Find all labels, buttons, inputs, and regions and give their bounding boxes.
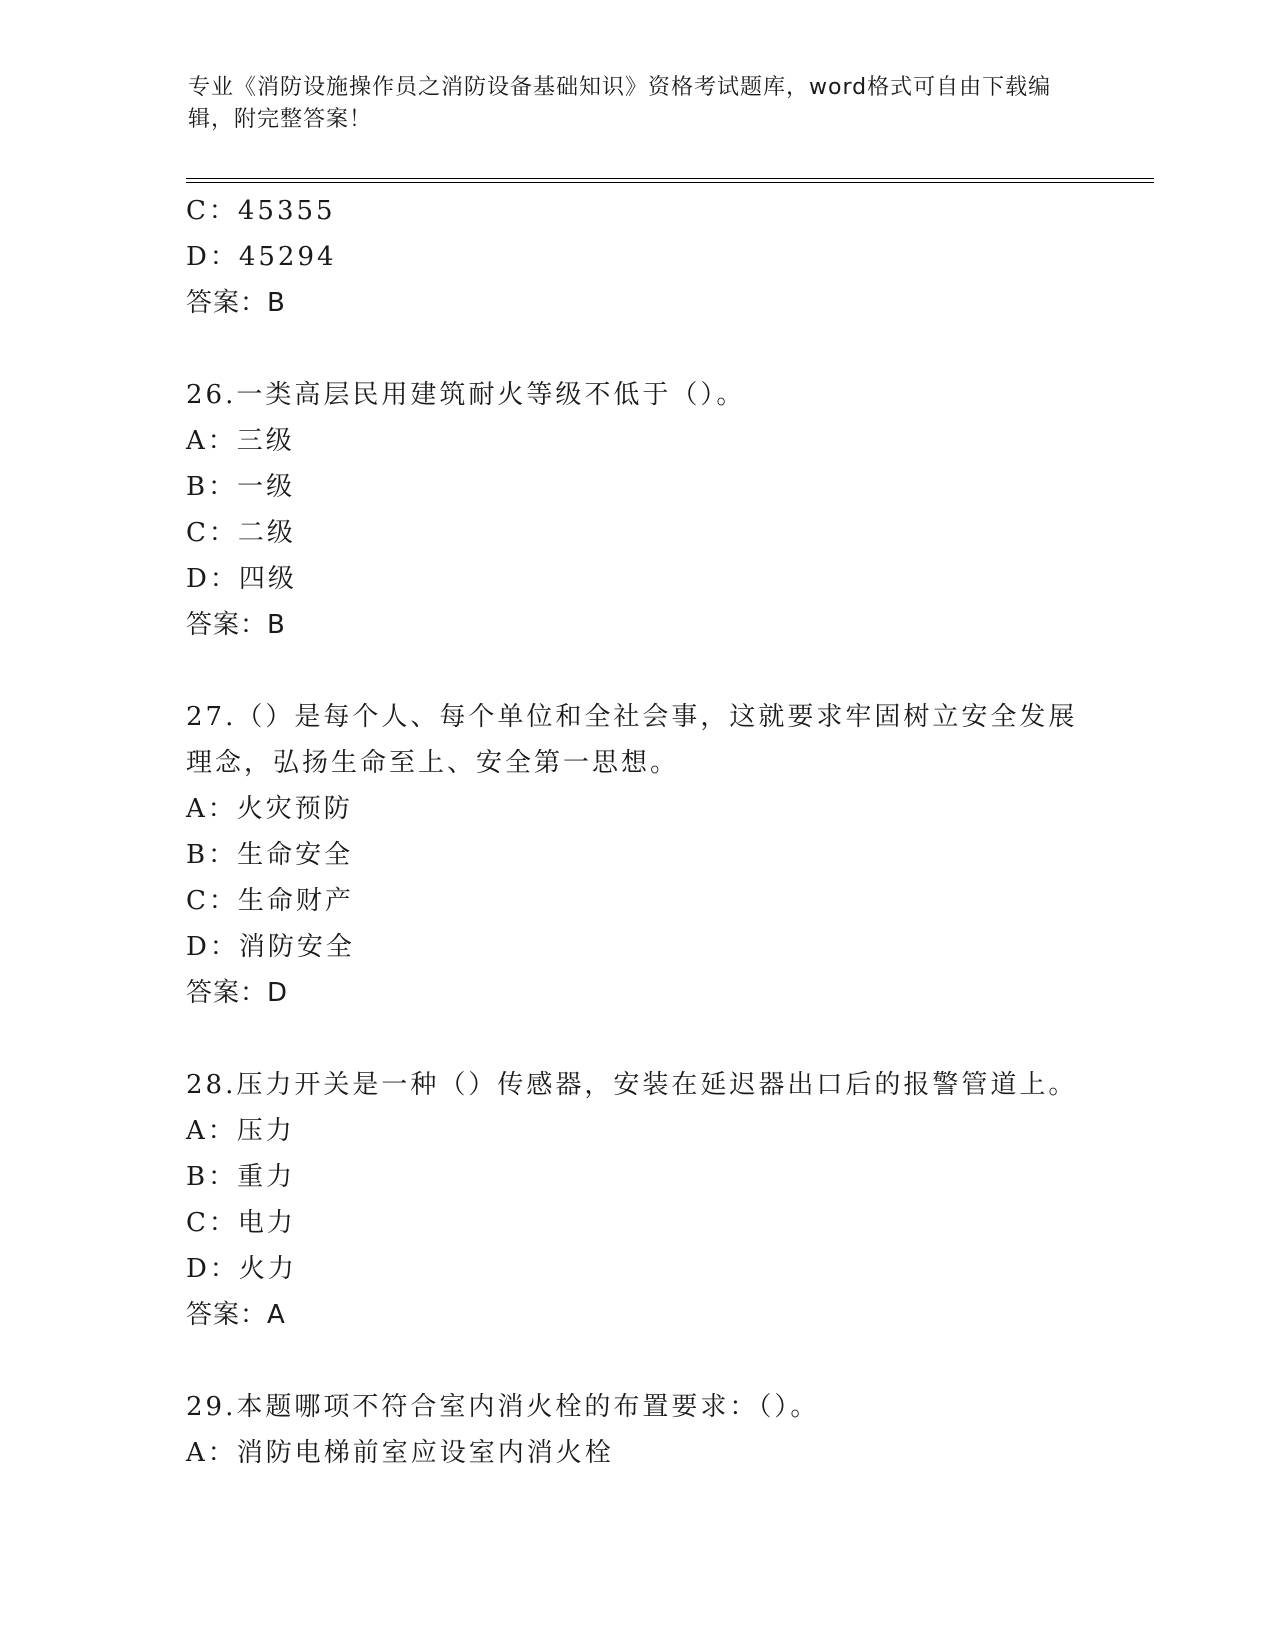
- option-a: A：火灾预防: [186, 794, 353, 824]
- document-header: [188, 72, 1068, 136]
- option-b: B：生命安全: [186, 840, 354, 870]
- question-list: [186, 188, 1146, 1476]
- question-stem-line-1: 27.（）是每个人、每个单位和全社会事，这就要求牢固树立安全发展: [186, 702, 1078, 732]
- option-d: D：火力: [186, 1254, 297, 1284]
- question-stem: 26.一类高层民用建筑耐火等级不低于（）。: [186, 380, 746, 410]
- option-c: C：二级: [186, 518, 296, 548]
- question-fragment: [186, 188, 1146, 326]
- header-title: 专业《消防设施操作员之消防设备基础知识》资格考试题库，word格式可自由下载编辑，附完整答案！: [188, 75, 1052, 132]
- option-a: A：消防电梯前室应设室内消火栓: [186, 1438, 614, 1468]
- question-27: [186, 694, 1146, 1016]
- option-b: B：一级: [186, 472, 296, 502]
- option-b: B：重力: [186, 1162, 296, 1192]
- question-stem: 28.压力开关是一种（）传感器，安装在延迟器出口后的报警管道上。: [186, 1070, 1078, 1100]
- header-divider-bottom: [186, 182, 1154, 183]
- question-stem: 29.本题哪项不符合室内消火栓的布置要求：（）。: [186, 1392, 820, 1422]
- option-a: A：压力: [186, 1116, 295, 1146]
- option-a: A：三级: [186, 426, 295, 456]
- answer-line: 答案：A: [186, 1300, 286, 1330]
- question-stem-line-2: 理念，弘扬生命至上、安全第一思想。: [186, 748, 680, 778]
- option-d: D：45294: [186, 242, 337, 272]
- option-c: C：45355: [186, 196, 336, 226]
- question-26: [186, 372, 1146, 648]
- option-c: C：生命财产: [186, 886, 354, 916]
- option-c: C：电力: [186, 1208, 296, 1238]
- answer-line: 答案：D: [186, 978, 289, 1008]
- question-28: [186, 1062, 1146, 1338]
- answer-line: 答案：B: [186, 610, 286, 640]
- option-d: D：四级: [186, 564, 297, 594]
- header-divider-top: [186, 178, 1154, 179]
- option-d: D：消防安全: [186, 932, 355, 962]
- question-29: [186, 1384, 1146, 1476]
- answer-line: 答案：B: [186, 288, 286, 318]
